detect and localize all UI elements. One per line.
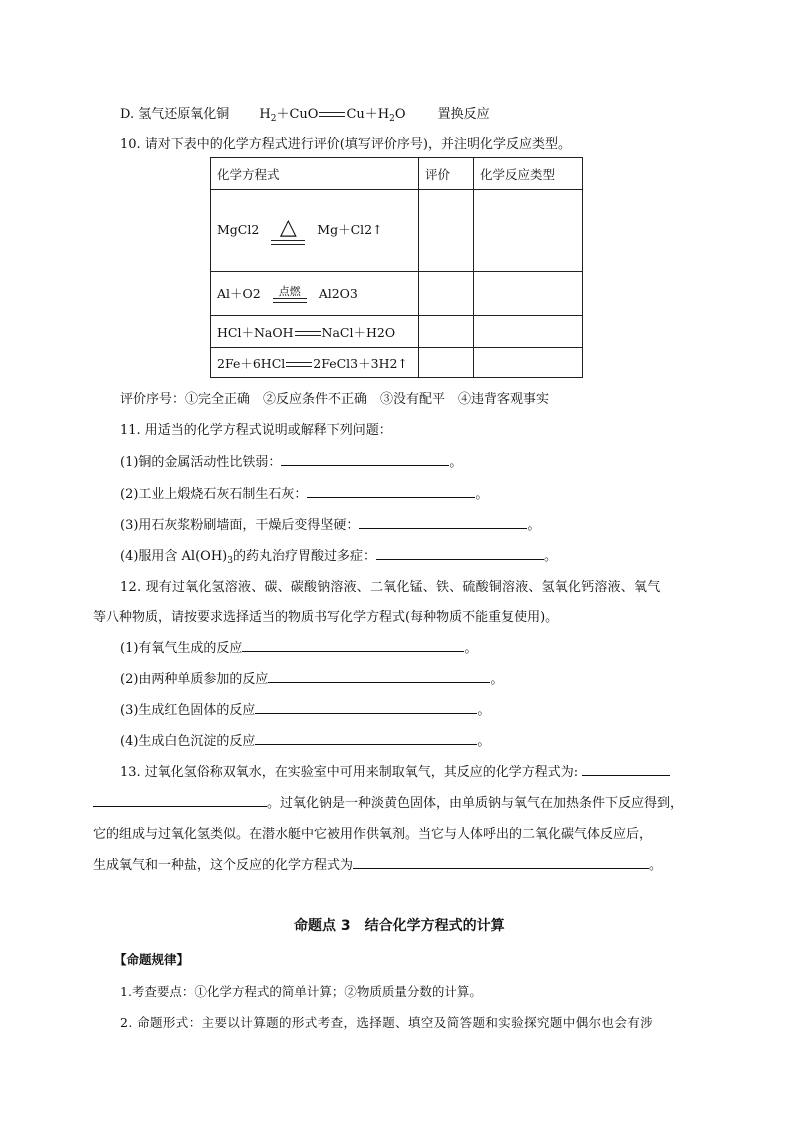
answer-blank[interactable] bbox=[268, 668, 490, 683]
q13-line-4: 生成氧气和一种盐，这个反应的化学方程式为 。 bbox=[93, 854, 662, 873]
type-cell[interactable] bbox=[474, 190, 583, 272]
answer-blank[interactable] bbox=[281, 451, 449, 466]
option-d-type: 置换反应 bbox=[437, 107, 490, 122]
answer-blank[interactable] bbox=[307, 483, 475, 498]
section-title: 命题点 3 结合化学方程式的计算 bbox=[294, 918, 505, 934]
table-row bbox=[211, 190, 583, 272]
equation-cell: Al＋O2 点燃 Al2O3 bbox=[211, 272, 419, 316]
q11-stem: 11. 用适当的化学方程式说明或解释下列问题： bbox=[120, 423, 392, 438]
option-d-equation: $H_2+CuO$ $Cu+H_2O$ bbox=[259, 107, 406, 124]
evaluation-cell[interactable] bbox=[419, 316, 474, 348]
q11-item-3: (3)用石灰浆粉刷墙面，干燥后变得坚硬： 。 bbox=[120, 514, 540, 533]
q12-item-2: (2)由两种单质参加的反应 。 bbox=[120, 668, 503, 687]
evaluation-cell[interactable] bbox=[419, 190, 474, 272]
equation-cell: HCl＋NaOH NaCl＋H2O bbox=[211, 316, 419, 348]
q12-stem-line-1: 12. 现有过氧化氢溶液、碳、碳酸钠溶液、二氧化锰、铁、硫酸铜溶液、氢氧化钙溶液、氧气 bbox=[120, 580, 661, 595]
table-header-equation: 化学方程式 bbox=[211, 158, 419, 190]
equation-cell: MgCl2 △ Mg＋Cl2↑ bbox=[211, 190, 419, 272]
evaluation-cell[interactable] bbox=[419, 272, 474, 316]
rule-1: 1.考查要点：①化学方程式的简单计算；②物质质量分数的计算。 bbox=[120, 984, 482, 999]
table-row bbox=[211, 316, 583, 348]
heat-triangle-icon: △ bbox=[279, 215, 297, 240]
evaluation-table bbox=[210, 157, 583, 378]
table-header-type: 化学反应类型 bbox=[474, 158, 583, 190]
answer-blank[interactable] bbox=[359, 514, 527, 529]
type-cell[interactable] bbox=[474, 348, 583, 378]
q12-item-4: (4)生成白色沉淀的反应 。 bbox=[120, 730, 490, 749]
equation-cell: 2Fe＋6HCl 2FeCl3＋3H2↑ bbox=[211, 348, 419, 378]
q12-stem-line-2: 等八种物质，请按要求选择适当的物质书写化学方程式(每种物质不能重复使用)。 bbox=[93, 610, 559, 625]
answer-blank[interactable] bbox=[376, 545, 544, 560]
evaluation-legend: 评价序号：①完全正确 ②反应条件不正确 ③没有配平 ④违背客观事实 bbox=[120, 392, 550, 407]
type-cell[interactable] bbox=[474, 316, 583, 348]
option-d-line bbox=[120, 103, 490, 124]
answer-blank[interactable] bbox=[255, 699, 477, 714]
table-row bbox=[211, 348, 583, 378]
rule-2: 2. 命题形式：主要以计算题的形式考查，选择题、填空及简答题和实验探究题中偶尔也会有涉 bbox=[120, 1015, 654, 1030]
table-header-evaluation: 评价 bbox=[419, 158, 474, 190]
evaluation-cell[interactable] bbox=[419, 348, 474, 378]
answer-blank[interactable] bbox=[255, 730, 477, 745]
answer-blank[interactable] bbox=[582, 761, 670, 776]
q11-item-2: (2)工业上煅烧石灰石制生石灰： 。 bbox=[120, 483, 488, 502]
answer-blank[interactable] bbox=[353, 854, 649, 869]
answer-blank[interactable] bbox=[242, 637, 464, 652]
answer-blank[interactable] bbox=[93, 792, 267, 807]
q12-item-1: (1)有氧气生成的反应 。 bbox=[120, 637, 477, 656]
q10-stem: 10. 请对下表中的化学方程式进行评价(填写评价序号)，并注明化学反应类型。 bbox=[120, 137, 571, 152]
option-d-label: D. 氢气还原氧化铜 bbox=[120, 107, 230, 122]
table-row bbox=[211, 272, 583, 316]
type-cell[interactable] bbox=[474, 272, 583, 316]
q13-line-1: 13. 过氧化氢俗称双氧水，在实验室中可用来制取氧气，其反应的化学方程式为: bbox=[120, 761, 670, 780]
q12-item-3: (3)生成红色固体的反应 。 bbox=[120, 699, 490, 718]
q11-item-4: (4)服用含 $Al(OH)_3$的药丸治疗胃酸过多症： 。 bbox=[120, 545, 557, 566]
rule-heading: 【命题规律】 bbox=[114, 952, 190, 967]
q13-line-2: 。过氧化钠是一种淡黄色固体，由单质钠与氧气在加热条件下反应得到， bbox=[93, 792, 683, 811]
q13-line-3: 它的组成与过氧化氢类似。在潜水艇中它被用作供氧剂。当它与人体呼出的二氧化碳气体反应后， bbox=[93, 827, 653, 842]
q11-item-1: (1)铜的金属活动性比铁弱： 。 bbox=[120, 451, 462, 470]
